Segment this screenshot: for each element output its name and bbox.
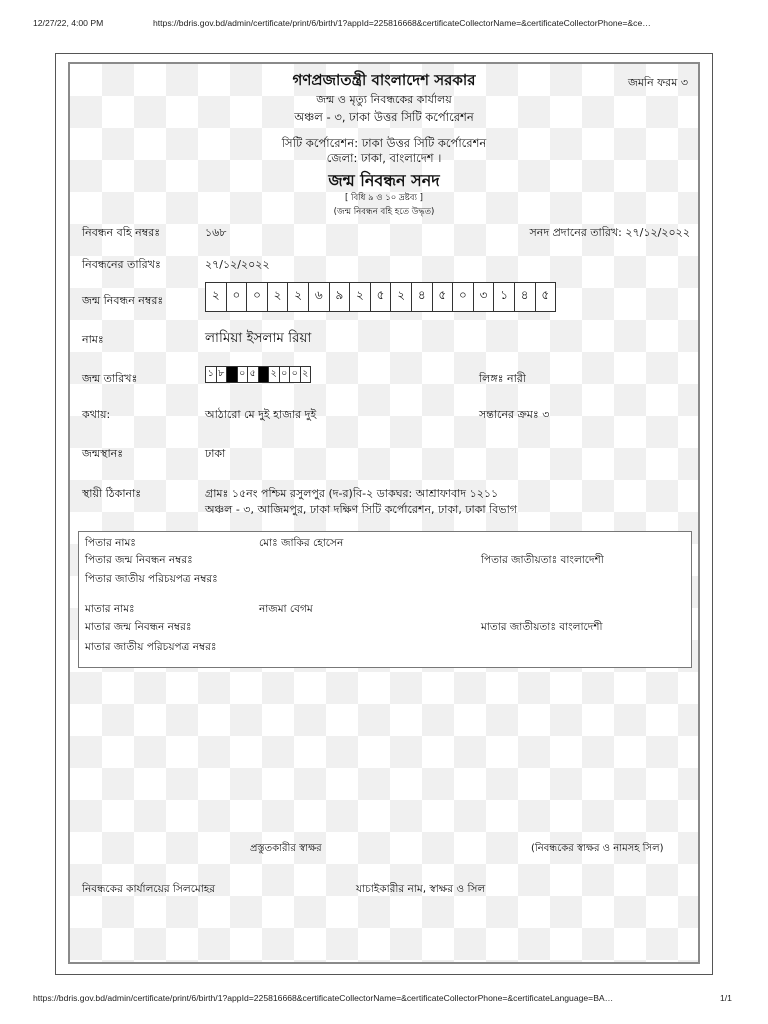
permanent-address-label: স্থায়ী ঠিকানাঃ xyxy=(82,487,142,500)
permanent-address-line1: গ্রামঃ ১৫নং পশ্চিম রসুলপুর (দ-র)বি-২ ডাকঘর: আশ্রাফাবাদ ১২১১ xyxy=(205,487,499,500)
birth-place-label: জন্মস্থানঃ xyxy=(82,447,124,460)
print-url-header: https://bdris.gov.bd/admin/certificate/print/6/birth/1?appId=225816668&certificateCollectorName=&certificateCollectorPhone=&ce… xyxy=(153,18,651,28)
digit-box: ২ xyxy=(288,282,309,312)
dob-digit-box: ০ xyxy=(280,366,291,383)
dob-digit-box: ১ xyxy=(206,366,217,383)
reg-date-label: নিবন্ধনের তারিখঃ xyxy=(82,258,161,271)
sex: লিঙ্গঃ নারী xyxy=(479,372,526,385)
digit-box: ০ xyxy=(453,282,474,312)
mother-reg-label: মাতার জন্ম নিবন্ধন নম্বরঃ xyxy=(85,621,192,633)
mother-name: নাজমা বেগম xyxy=(259,603,313,615)
digit-box: ১ xyxy=(494,282,515,312)
parents-info-box xyxy=(78,531,692,668)
dob-label: জন্ম তারিখঃ xyxy=(82,372,138,385)
dob-digit-box: ২ xyxy=(269,366,280,383)
father-nationality: পিতার জাতীয়তাঃ বাংলাদেশী xyxy=(481,554,604,566)
print-datetime: 12/27/22, 4:00 PM xyxy=(33,18,104,28)
dob-separator xyxy=(259,366,270,383)
digit-box: ২ xyxy=(391,282,412,312)
verifier-signature-label: যাচাইকারীর নাম, স্বাক্ষর ও সিল xyxy=(356,883,486,895)
reg-book-value: ১৬৮ xyxy=(205,226,227,239)
office-name: জন্ম ও মৃত্যু নিবন্ধকের কার্যালয় xyxy=(316,93,452,106)
quoted-from-note: (জন্ম নিবন্ধন বহি হতে উদ্ধৃত) xyxy=(333,207,435,217)
mother-nationality: মাতার জাতীয়তাঃ বাংলাদেশী xyxy=(481,621,603,633)
digit-box: ৫ xyxy=(433,282,454,312)
dob-in-words: আঠারো মে দুই হাজার দুই xyxy=(205,408,317,421)
name-label: নামঃ xyxy=(82,333,104,346)
district-line: জেলা: ঢাকা, বাংলাদেশ । xyxy=(326,151,442,165)
dob-digit-box: ২ xyxy=(301,366,312,383)
mother-name-label: মাতার নামঃ xyxy=(85,603,135,615)
reg-book-label: নিবন্ধন বহি নম্বরঃ xyxy=(82,226,161,239)
certificate-page xyxy=(55,53,713,975)
father-reg-label: পিতার জন্ম নিবন্ধন নম্বরঃ xyxy=(85,554,193,566)
digit-box: ২ xyxy=(268,282,289,312)
dob-digit-box: ০ xyxy=(290,366,301,383)
digit-box: ৬ xyxy=(309,282,330,312)
dob-digit-box: ৮ xyxy=(217,366,228,383)
birth-place: ঢাকা xyxy=(205,447,226,460)
permanent-address-line2: অঞ্চল - ৩, আজিমপুর, ঢাকা দক্ষিণ সিটি কর্পোরেশন, ঢাকা, ঢাকা বিভাগ xyxy=(205,503,517,516)
digit-box: ০ xyxy=(227,282,248,312)
certificate-title: জন্ম নিবন্ধন সনদ xyxy=(328,171,440,190)
child-name: লামিয়া ইসলাম রিয়া xyxy=(205,330,312,346)
dob-digit-box: ৫ xyxy=(248,366,259,383)
digit-box: ৩ xyxy=(474,282,495,312)
print-url-footer: https://bdris.gov.bd/admin/certificate/print/6/birth/1?appId=225816668&certificateCollectorName=&certificateCollectorPhone=&certificateLanguage=BA… xyxy=(33,993,614,1003)
digit-box: ৯ xyxy=(330,282,351,312)
digit-box: ০ xyxy=(247,282,268,312)
form-name: জমনি ফরম ৩ xyxy=(627,76,688,89)
registrar-signature-label: (নিবন্ধকের স্বাক্ষর ও নামসহ সিল) xyxy=(531,843,664,854)
birth-reg-number xyxy=(205,282,556,312)
mother-nid-label: মাতার জাতীয় পরিচয়পত্র নম্বরঃ xyxy=(85,641,217,653)
rule-reference: [ বিধি ৯ ও ১০ দ্রষ্টব্য ] xyxy=(345,193,423,203)
preparer-signature-label: প্রস্তুতকারীর স্বাক্ষর xyxy=(250,843,322,854)
digit-box: ৪ xyxy=(515,282,536,312)
dob-digit-box: ০ xyxy=(238,366,249,383)
zone-line: অঞ্চল - ৩, ঢাকা উত্তর সিটি কর্পোরেশন xyxy=(294,110,474,124)
father-nid-label: পিতার জাতীয় পরিচয়পত্র নম্বরঃ xyxy=(85,573,218,585)
birth-reg-label: জন্ম নিবন্ধন নম্বরঃ xyxy=(82,294,164,307)
birth-order: সন্তানের ক্রমঃ ৩ xyxy=(479,408,550,421)
father-name-label: পিতার নামঃ xyxy=(85,537,136,549)
digit-box: ২ xyxy=(206,282,227,312)
digit-box: ৪ xyxy=(412,282,433,312)
city-corporation-line: সিটি কর্পোরেশন: ঢাকা উত্তর সিটি কর্পোরেশন xyxy=(281,136,487,150)
reg-date-value: ২৭/১২/২০২২ xyxy=(205,258,270,271)
in-words-label: কথায়: xyxy=(82,408,111,421)
father-name: মোঃ জাকির হোসেন xyxy=(259,537,344,549)
certificate-frame xyxy=(68,62,700,964)
dob-separator xyxy=(227,366,238,383)
date-of-birth xyxy=(205,366,311,383)
page-number: 1/1 xyxy=(720,993,732,1003)
government-title: গণপ্রজাতন্ত্রী বাংলাদেশ সরকার xyxy=(292,71,476,89)
digit-box: ৫ xyxy=(371,282,392,312)
issue-date: সনদ প্রদানের তারিখ: ২৭/১২/২০২২ xyxy=(529,226,690,239)
digit-box: ২ xyxy=(350,282,371,312)
digit-box: ৫ xyxy=(536,282,557,312)
office-seal-label: নিবন্ধকের কার্যালয়ের সিলমোহর xyxy=(82,883,216,895)
